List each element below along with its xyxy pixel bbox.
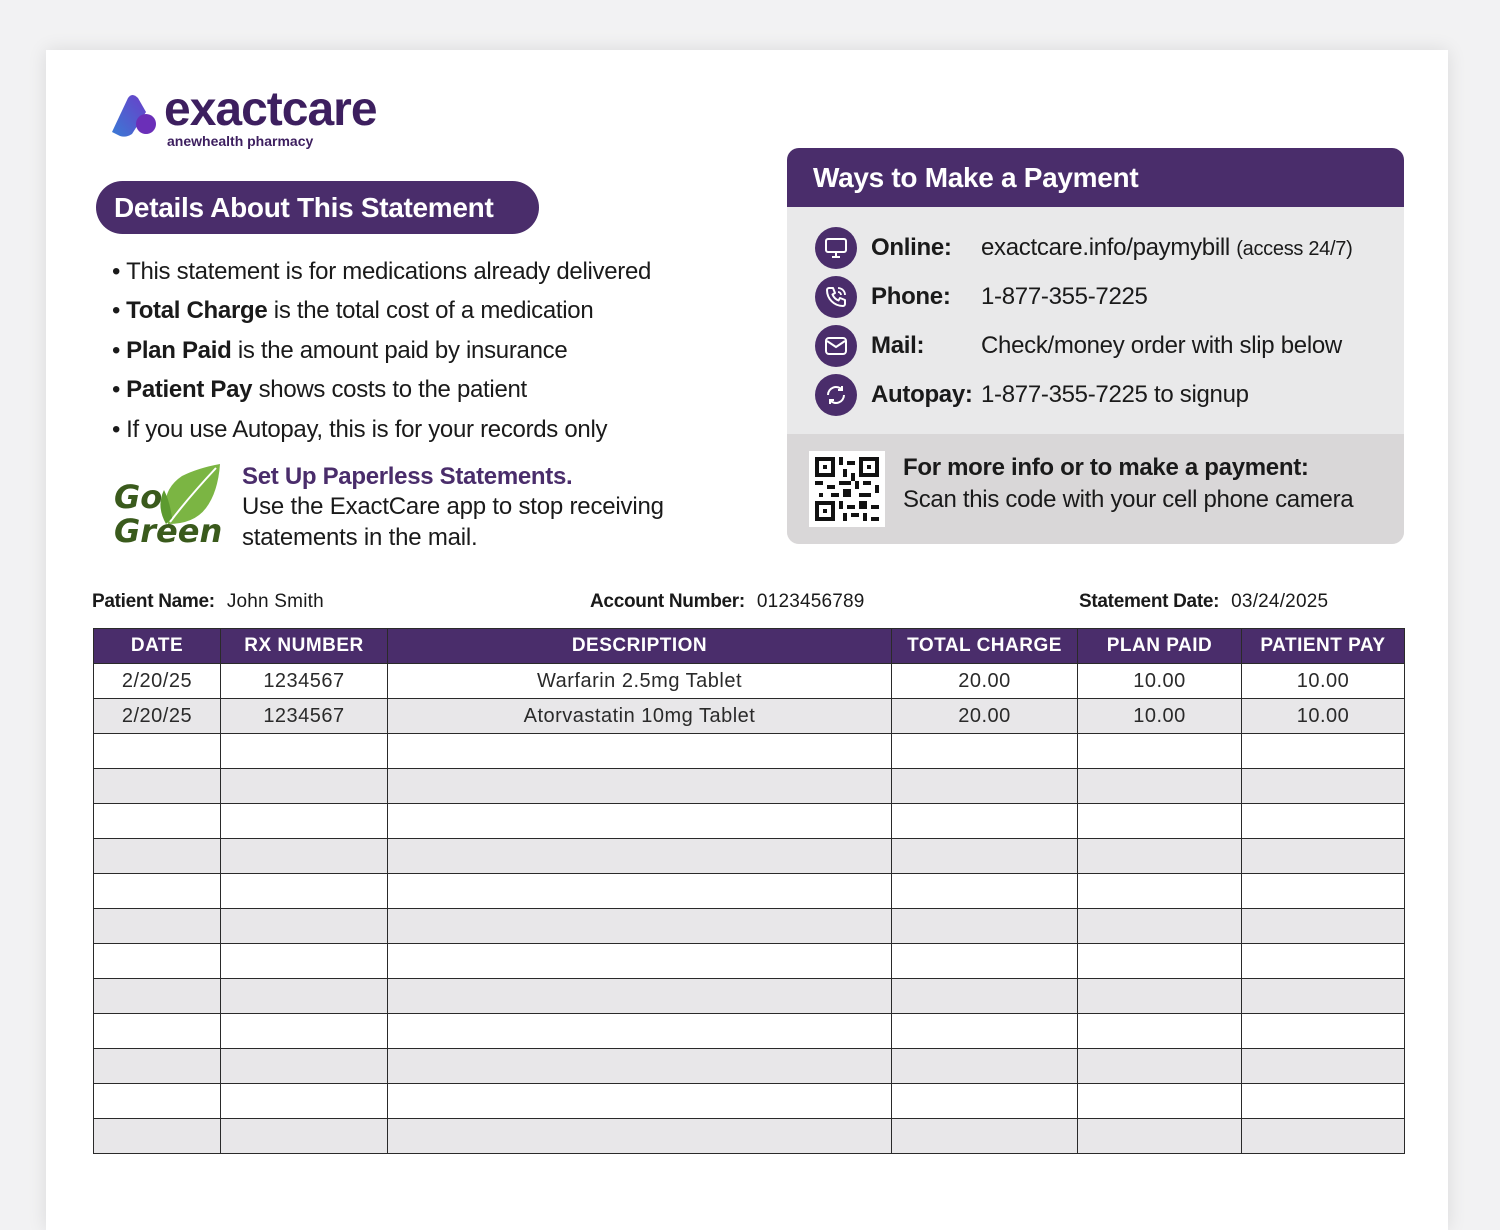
- qr-body: Scan this code with your cell phone camera: [903, 486, 1354, 513]
- phone-icon: [815, 276, 857, 318]
- table-cell: [892, 979, 1078, 1014]
- table-cell: [1242, 909, 1405, 944]
- table-cell: [221, 734, 388, 769]
- qr-code-icon[interactable]: [809, 451, 885, 527]
- table-cell: [892, 769, 1078, 804]
- table-cell: [388, 1014, 892, 1049]
- table-cell: [388, 734, 892, 769]
- payment-value: Check/money order with slip below: [981, 332, 1342, 359]
- table-cell: [1242, 1084, 1405, 1119]
- table-cell: [892, 1119, 1078, 1154]
- column-header: PATIENT PAY: [1242, 629, 1405, 664]
- table-cell: [388, 909, 892, 944]
- table-row: [94, 874, 1405, 909]
- table-row: [94, 1014, 1405, 1049]
- table-cell: [1078, 979, 1242, 1014]
- table-cell: [221, 874, 388, 909]
- table-cell: [94, 1014, 221, 1049]
- brand-tagline: anewhealth pharmacy: [167, 133, 314, 149]
- column-header: DESCRIPTION: [388, 629, 892, 664]
- table-cell: [1078, 804, 1242, 839]
- payment-value[interactable]: 1-877-355-7225: [981, 283, 1148, 310]
- table-cell: 10.00: [1078, 664, 1242, 699]
- payment-label: Online:: [871, 234, 952, 261]
- table-cell: [221, 1119, 388, 1154]
- details-bullet: • Plan Paid is the amount paid by insurance: [112, 336, 568, 364]
- table-cell: 20.00: [892, 664, 1078, 699]
- table-cell: [94, 909, 221, 944]
- payment-method-autopay: [787, 371, 1404, 419]
- table-cell: 2/20/25: [94, 664, 221, 699]
- table-cell: [94, 804, 221, 839]
- table-cell: [221, 839, 388, 874]
- table-cell: [892, 1084, 1078, 1119]
- payment-panel: [787, 148, 1404, 544]
- table-cell: [388, 874, 892, 909]
- details-title: Details About This Statement: [96, 181, 539, 234]
- payment-method-online: [787, 224, 1404, 272]
- table-cell: [94, 769, 221, 804]
- table-cell: [221, 804, 388, 839]
- table-cell: [388, 1049, 892, 1084]
- table-cell: Warfarin 2.5mg Tablet: [388, 664, 892, 699]
- table-cell: [1242, 734, 1405, 769]
- table-cell: [388, 1084, 892, 1119]
- table-cell: [1078, 909, 1242, 944]
- payment-label: Mail:: [871, 332, 925, 359]
- table-cell: [892, 909, 1078, 944]
- table-row: [94, 944, 1405, 979]
- table-cell: [388, 839, 892, 874]
- table-cell: [94, 1084, 221, 1119]
- table-cell: 20.00: [892, 699, 1078, 734]
- payment-method-mail: [787, 322, 1404, 370]
- table-row: [94, 1049, 1405, 1084]
- table-cell: [1078, 874, 1242, 909]
- details-bullet-list: [112, 252, 732, 449]
- account-number: Account Number: 0123456789: [590, 591, 865, 612]
- paperless-title: Set Up Paperless Statements.: [242, 463, 573, 490]
- payment-label: Autopay:: [871, 381, 973, 408]
- table-cell: [94, 979, 221, 1014]
- payment-value: 1-877-355-7225 to signup: [981, 381, 1249, 408]
- table-cell: [1242, 1014, 1405, 1049]
- go-green-badge: [112, 462, 224, 550]
- table-cell: [94, 839, 221, 874]
- table-cell: [1242, 944, 1405, 979]
- table-row: [94, 699, 1405, 734]
- table-cell: [892, 944, 1078, 979]
- table-cell: [221, 1049, 388, 1084]
- patient-name: Patient Name: John Smith: [92, 591, 324, 612]
- table-cell: [388, 944, 892, 979]
- table-cell: [1242, 1049, 1405, 1084]
- table-cell: [221, 1014, 388, 1049]
- go-green-text: Go Green: [114, 478, 223, 550]
- table-cell: [892, 874, 1078, 909]
- table-row: [94, 909, 1405, 944]
- table-cell: [388, 1119, 892, 1154]
- table-cell: [1078, 1049, 1242, 1084]
- table-cell: Atorvastatin 10mg Tablet: [388, 699, 892, 734]
- table-row: [94, 1119, 1405, 1154]
- column-header: DATE: [94, 629, 221, 664]
- table-cell: [221, 769, 388, 804]
- table-cell: [1242, 769, 1405, 804]
- details-bullet: • If you use Autopay, this is for your records only: [112, 415, 608, 443]
- monitor-icon: [815, 227, 857, 269]
- table-cell: 2/20/25: [94, 699, 221, 734]
- column-header: TOTAL CHARGE: [892, 629, 1078, 664]
- table-cell: [94, 734, 221, 769]
- table-cell: [1078, 839, 1242, 874]
- mail-icon: [815, 325, 857, 367]
- paperless-body: Use the ExactCare app to stop receiving statements in the mail.: [242, 493, 664, 551]
- table-cell: [388, 769, 892, 804]
- table-row: [94, 664, 1405, 699]
- brand-name: exactcare: [164, 83, 377, 136]
- table-cell: [1078, 1084, 1242, 1119]
- details-bullet: • Patient Pay shows costs to the patient: [112, 376, 527, 404]
- table-cell: [388, 804, 892, 839]
- qr-title: For more info or to make a payment:: [903, 454, 1309, 481]
- table-cell: [221, 909, 388, 944]
- table-row: [94, 734, 1405, 769]
- payment-title: Ways to Make a Payment: [787, 148, 1404, 207]
- table-cell: [1078, 1014, 1242, 1049]
- table-row: [94, 839, 1405, 874]
- table-header-row: [94, 629, 1405, 664]
- table-cell: 10.00: [1242, 664, 1405, 699]
- table-cell: [892, 804, 1078, 839]
- table-cell: [892, 1049, 1078, 1084]
- table-cell: [94, 1049, 221, 1084]
- exactcare-logo-mark-icon: [108, 90, 160, 138]
- table-cell: [221, 1084, 388, 1119]
- table-cell: [1242, 1119, 1405, 1154]
- table-cell: [892, 1014, 1078, 1049]
- table-cell: [1078, 1119, 1242, 1154]
- table-cell: 1234567: [221, 664, 388, 699]
- table-cell: [892, 839, 1078, 874]
- table-cell: [1242, 979, 1405, 1014]
- table-cell: [1078, 944, 1242, 979]
- table-cell: [221, 944, 388, 979]
- table-cell: [1078, 734, 1242, 769]
- statement-date: Statement Date: 03/24/2025: [1079, 591, 1329, 612]
- details-bullet: • Total Charge is the total cost of a medication: [112, 297, 594, 325]
- exactcare-logo: [108, 83, 448, 156]
- payment-method-phone: [787, 273, 1404, 321]
- table-cell: 10.00: [1078, 699, 1242, 734]
- table-cell: [94, 944, 221, 979]
- table-row: [94, 769, 1405, 804]
- statement-table: [93, 628, 1405, 1154]
- table-cell: [1242, 839, 1405, 874]
- payment-label: Phone:: [871, 283, 951, 310]
- table-cell: [94, 1119, 221, 1154]
- table-row: [94, 979, 1405, 1014]
- table-cell: [94, 874, 221, 909]
- autopay-icon: [815, 374, 857, 416]
- table-cell: [1242, 804, 1405, 839]
- table-cell: [1242, 874, 1405, 909]
- table-cell: [388, 979, 892, 1014]
- table-row: [94, 1084, 1405, 1119]
- qr-section: [787, 434, 1404, 544]
- table-cell: [892, 734, 1078, 769]
- table-cell: 10.00: [1242, 699, 1405, 734]
- payment-value[interactable]: exactcare.info/paymybill (access 24/7): [981, 234, 1353, 261]
- column-header: PLAN PAID: [1078, 629, 1242, 664]
- table-cell: 1234567: [221, 699, 388, 734]
- table-row: [94, 804, 1405, 839]
- table-cell: [1078, 769, 1242, 804]
- table-cell: [221, 979, 388, 1014]
- details-bullet: • This statement is for medications already delivered: [112, 258, 652, 285]
- column-header: RX NUMBER: [221, 629, 388, 664]
- paperless-info: [242, 462, 722, 553]
